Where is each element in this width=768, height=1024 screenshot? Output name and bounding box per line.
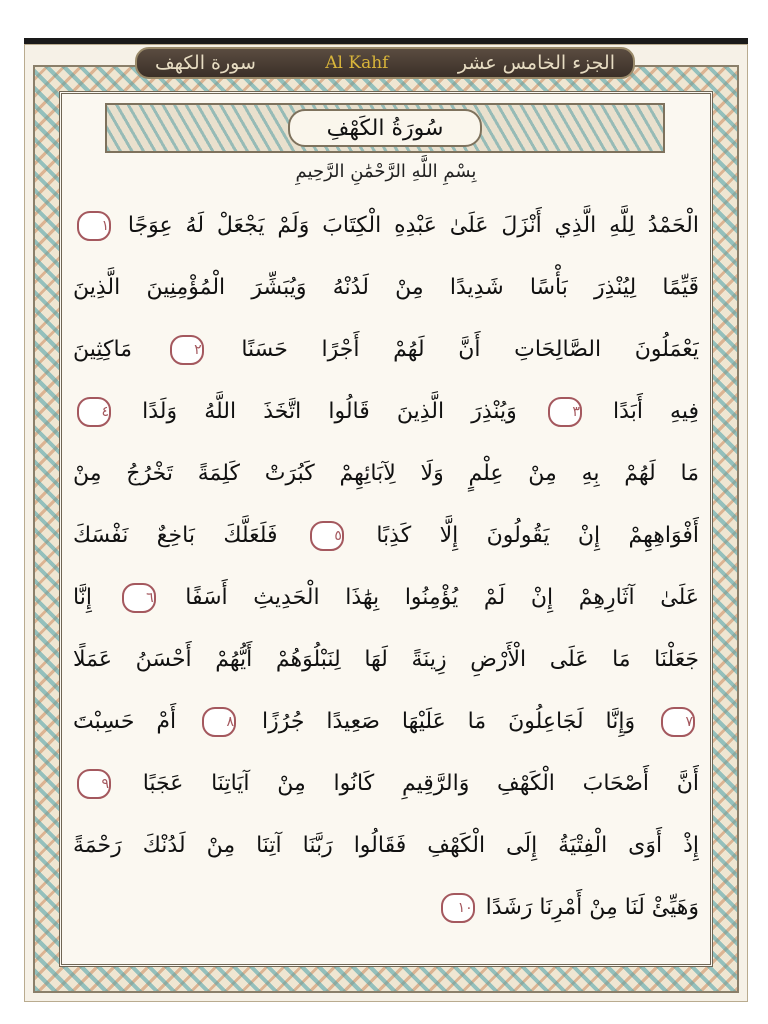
ayah-marker: ٥ [310, 521, 344, 551]
verse-line [73, 877, 699, 939]
verse-text: الْحَمْدُ لِلَّهِ الَّذِي أَنْزَلَ عَلَىٰ عَبْدِهِ الْكِتَابَ وَلَمْ يَجْعَلْ لَهُ عِوَجًا [127, 213, 699, 238]
verse-text: وَيُنْذِرَ الَّذِينَ قَالُوا اتَّخَذَ اللَّهُ وَلَدًا [142, 399, 517, 424]
verse-text: أَفْوَاهِهِمْ إِنْ يَقُولُونَ إِلَّا كَذِبًا [376, 523, 699, 548]
verse-line [73, 257, 699, 319]
surah-title: سُورَةُ الكَهْفِ [288, 109, 482, 147]
verse-text: قَيِّمًا لِيُنْذِرَ بَأْسًا شَدِيدًا مِنْ لَدُنْهُ وَيُبَشِّرَ الْمُؤْمِنِينَ الَّذِينَ [73, 275, 699, 300]
verse-line [73, 629, 699, 691]
verse-text: مَاكِثِينَ [73, 337, 132, 362]
ayah-marker: ٣ [548, 397, 582, 427]
juz-label: الجزء الخامس عشر [457, 52, 615, 74]
verse-text: وَإِنَّا لَجَاعِلُونَ مَا عَلَيْهَا صَعِيدًا جُرُزًا [261, 709, 636, 734]
ayah-marker: ٤ [77, 397, 111, 427]
verse-text: فِيهِ أَبَدًا [613, 399, 699, 424]
verse-line [73, 505, 699, 567]
page-header [135, 47, 635, 79]
ayah-marker: ٧ [661, 707, 695, 737]
ayah-marker: ١٠ [441, 893, 475, 923]
surah-title-panel [105, 103, 665, 153]
verse-text: يَعْمَلُونَ الصَّالِحَاتِ أَنَّ لَهُمْ أَجْرًا حَسَنًا [241, 337, 699, 362]
verse-text: عَلَىٰ آثَارِهِمْ إِنْ لَمْ يُؤْمِنُوا بِهَٰذَا الْحَدِيثِ أَسَفًا [185, 585, 699, 610]
ayah-marker: ٦ [122, 583, 156, 613]
verse-text: إِنَّا [73, 585, 92, 610]
verse-line [73, 567, 699, 629]
verse-line [73, 753, 699, 815]
verse-line [73, 691, 699, 753]
verse-line [73, 815, 699, 877]
mushaf-page [24, 44, 748, 1002]
ayah-marker: ١ [77, 211, 111, 241]
ayah-marker: ٨ [202, 707, 236, 737]
verse-text: وَهَيِّئْ لَنَا مِنْ أَمْرِنَا رَشَدًا [485, 895, 699, 920]
verse-text: إِذْ أَوَى الْفِتْيَةُ إِلَى الْكَهْفِ فَقَالُوا رَبَّنَا آتِنَا مِنْ لَدُنْكَ رَحْمَةً [73, 833, 699, 858]
ayah-marker: ٩ [77, 769, 111, 799]
verse-line [73, 443, 699, 505]
verse-block [73, 195, 699, 939]
verse-text: مَا لَهُمْ بِهِ مِنْ عِلْمٍ وَلَا لِآبَائِهِمْ كَبُرَتْ كَلِمَةً تَخْرُجُ مِنْ [73, 461, 699, 486]
surah-latin-name: Al Kahf [325, 53, 389, 73]
verse-text: أَنَّ أَصْحَابَ الْكَهْفِ وَالرَّقِيمِ كَانُوا مِنْ آيَاتِنَا عَجَبًا [142, 771, 699, 796]
verse-text: أَمْ حَسِبْتَ [73, 709, 177, 734]
verse-line [73, 319, 699, 381]
ayah-marker: ٢ [170, 335, 204, 365]
surah-name-header: سورة الكهف [155, 52, 256, 74]
verse-line [73, 381, 699, 443]
verse-text: جَعَلْنَا مَا عَلَى الْأَرْضِ زِينَةً لَهَا لِنَبْلُوَهُمْ أَيُّهُمْ أَحْسَنُ عَمَلًا [73, 647, 699, 672]
basmala: بِسْمِ اللَّهِ الرَّحْمَٰنِ الرَّحِيمِ [295, 161, 477, 182]
verse-text: فَلَعَلَّكَ بَاخِعٌ نَفْسَكَ [73, 523, 278, 548]
verse-line [73, 195, 699, 257]
